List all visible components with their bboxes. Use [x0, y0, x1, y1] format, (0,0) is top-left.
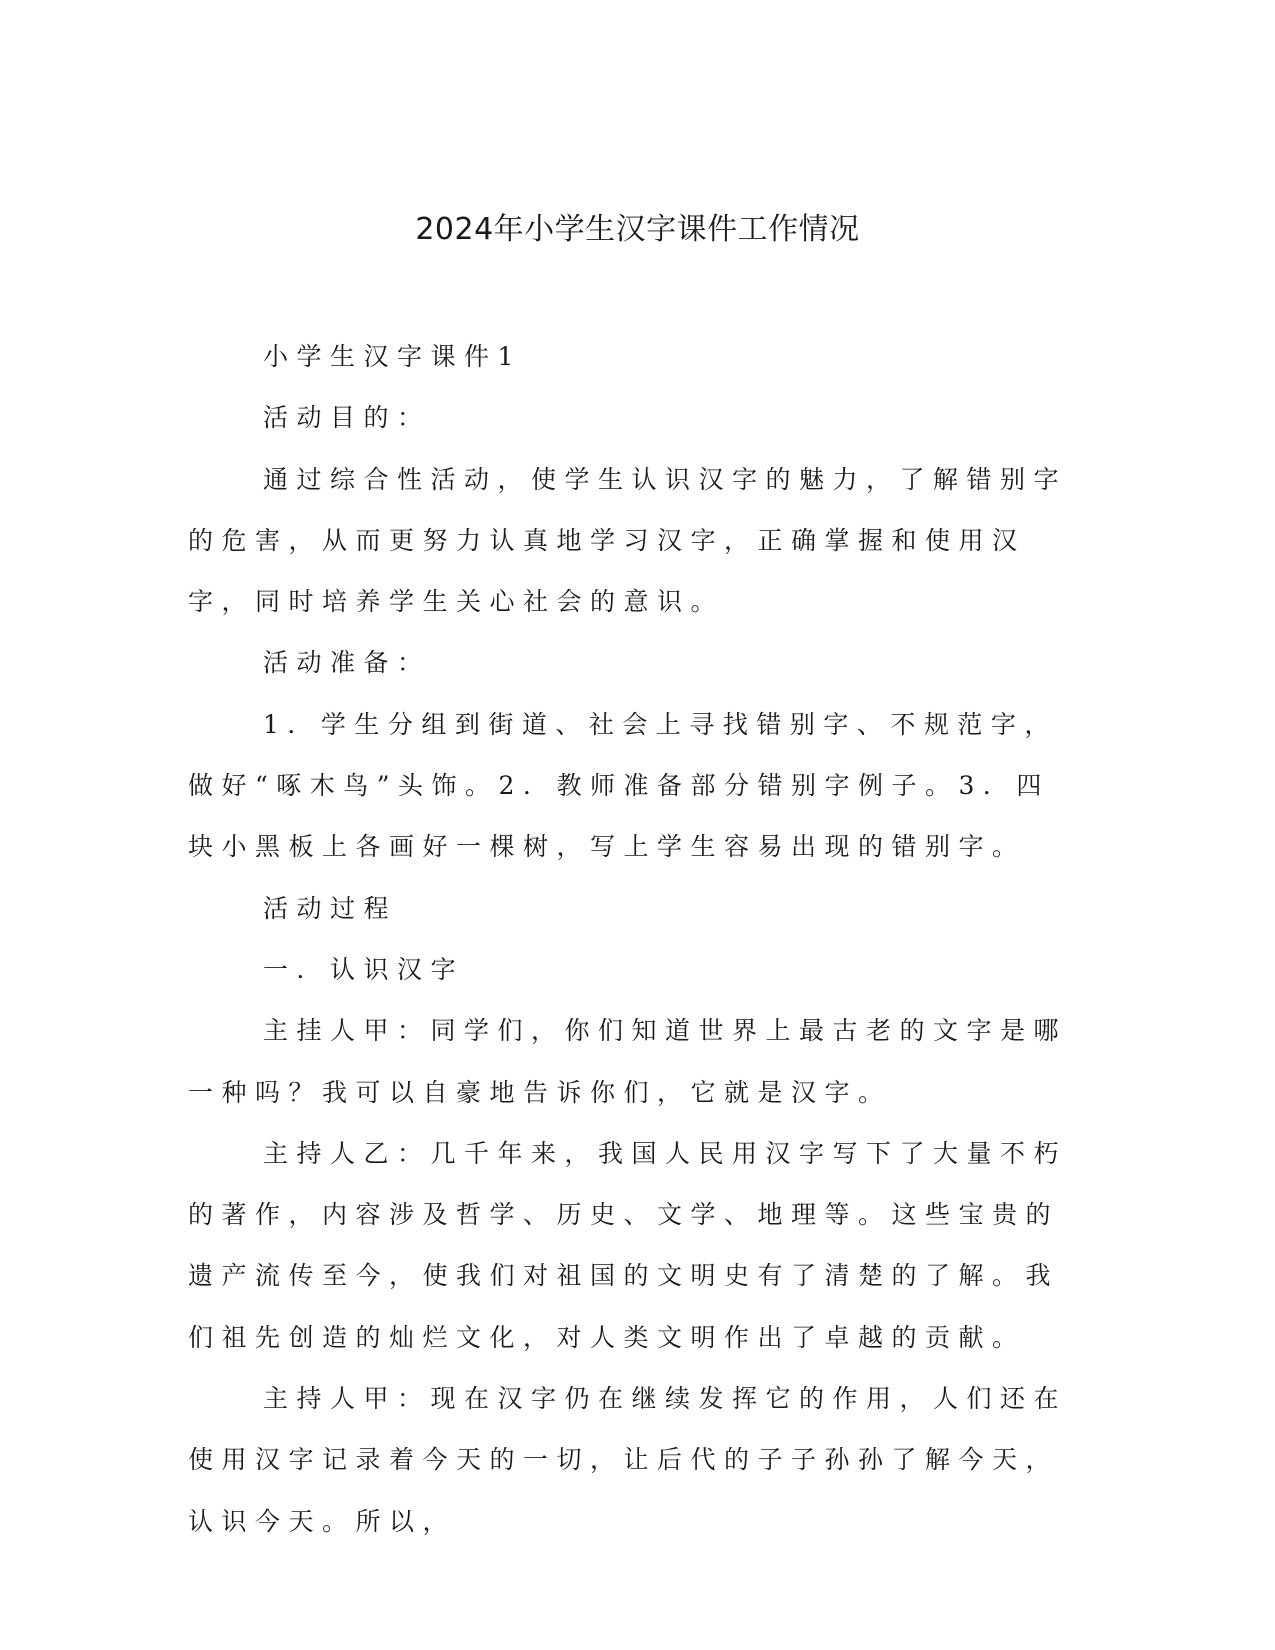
paragraph-host-a-2: 主持人甲：现在汉字仍在继续发挥它的作用，人们还在使用汉字记录着今天的一切，让后代的子子孙孙了解今天，认识今天。所以，	[188, 1384, 1068, 1536]
section-heading: 小学生汉字课件1	[263, 342, 522, 371]
subheading-purpose: 活动目的：	[263, 403, 431, 433]
document-title: 2024年小学生汉字课件工作情况	[415, 212, 860, 247]
paragraph-preparation: 1．学生分组到街道、社会上寻找错别字、不规范字，做好“啄木鸟”头饰。2．教师准备部分错别字例子。3．四块小黑板上各画好一棵树，写上学生容易出现的错别字。	[188, 709, 1058, 862]
paragraph-purpose: 通过综合性活动，使学生认识汉字的魅力，了解错别字的危害，从而更努力认真地学习汉字，正确掌握和使用汉字，同时培养学生关心社会的意识。	[188, 464, 1068, 617]
document-body	[188, 326, 1078, 1552]
subheading-step-one: 一．认识汉字	[263, 954, 465, 984]
subheading-preparation: 活动准备：	[263, 648, 431, 678]
paragraph-host-a-1: 主挂人甲：同学们，你们知道世界上最古老的文字是哪一种吗？我可以自豪地告诉你们，它就是汉字。	[188, 1016, 1068, 1107]
paragraph-host-b-1: 主持人乙：几千年来，我国人民用汉字写下了大量不朽的著作，内容涉及哲学、历史、文学、地理等。这些宝贵的遗产流传至今，使我们对祖国的文明史有了清楚的了解。我们祖先创造的灿烂文化，对人类文明作出了卓越的贡献。	[188, 1138, 1068, 1352]
subheading-process: 活动过程	[263, 893, 398, 923]
